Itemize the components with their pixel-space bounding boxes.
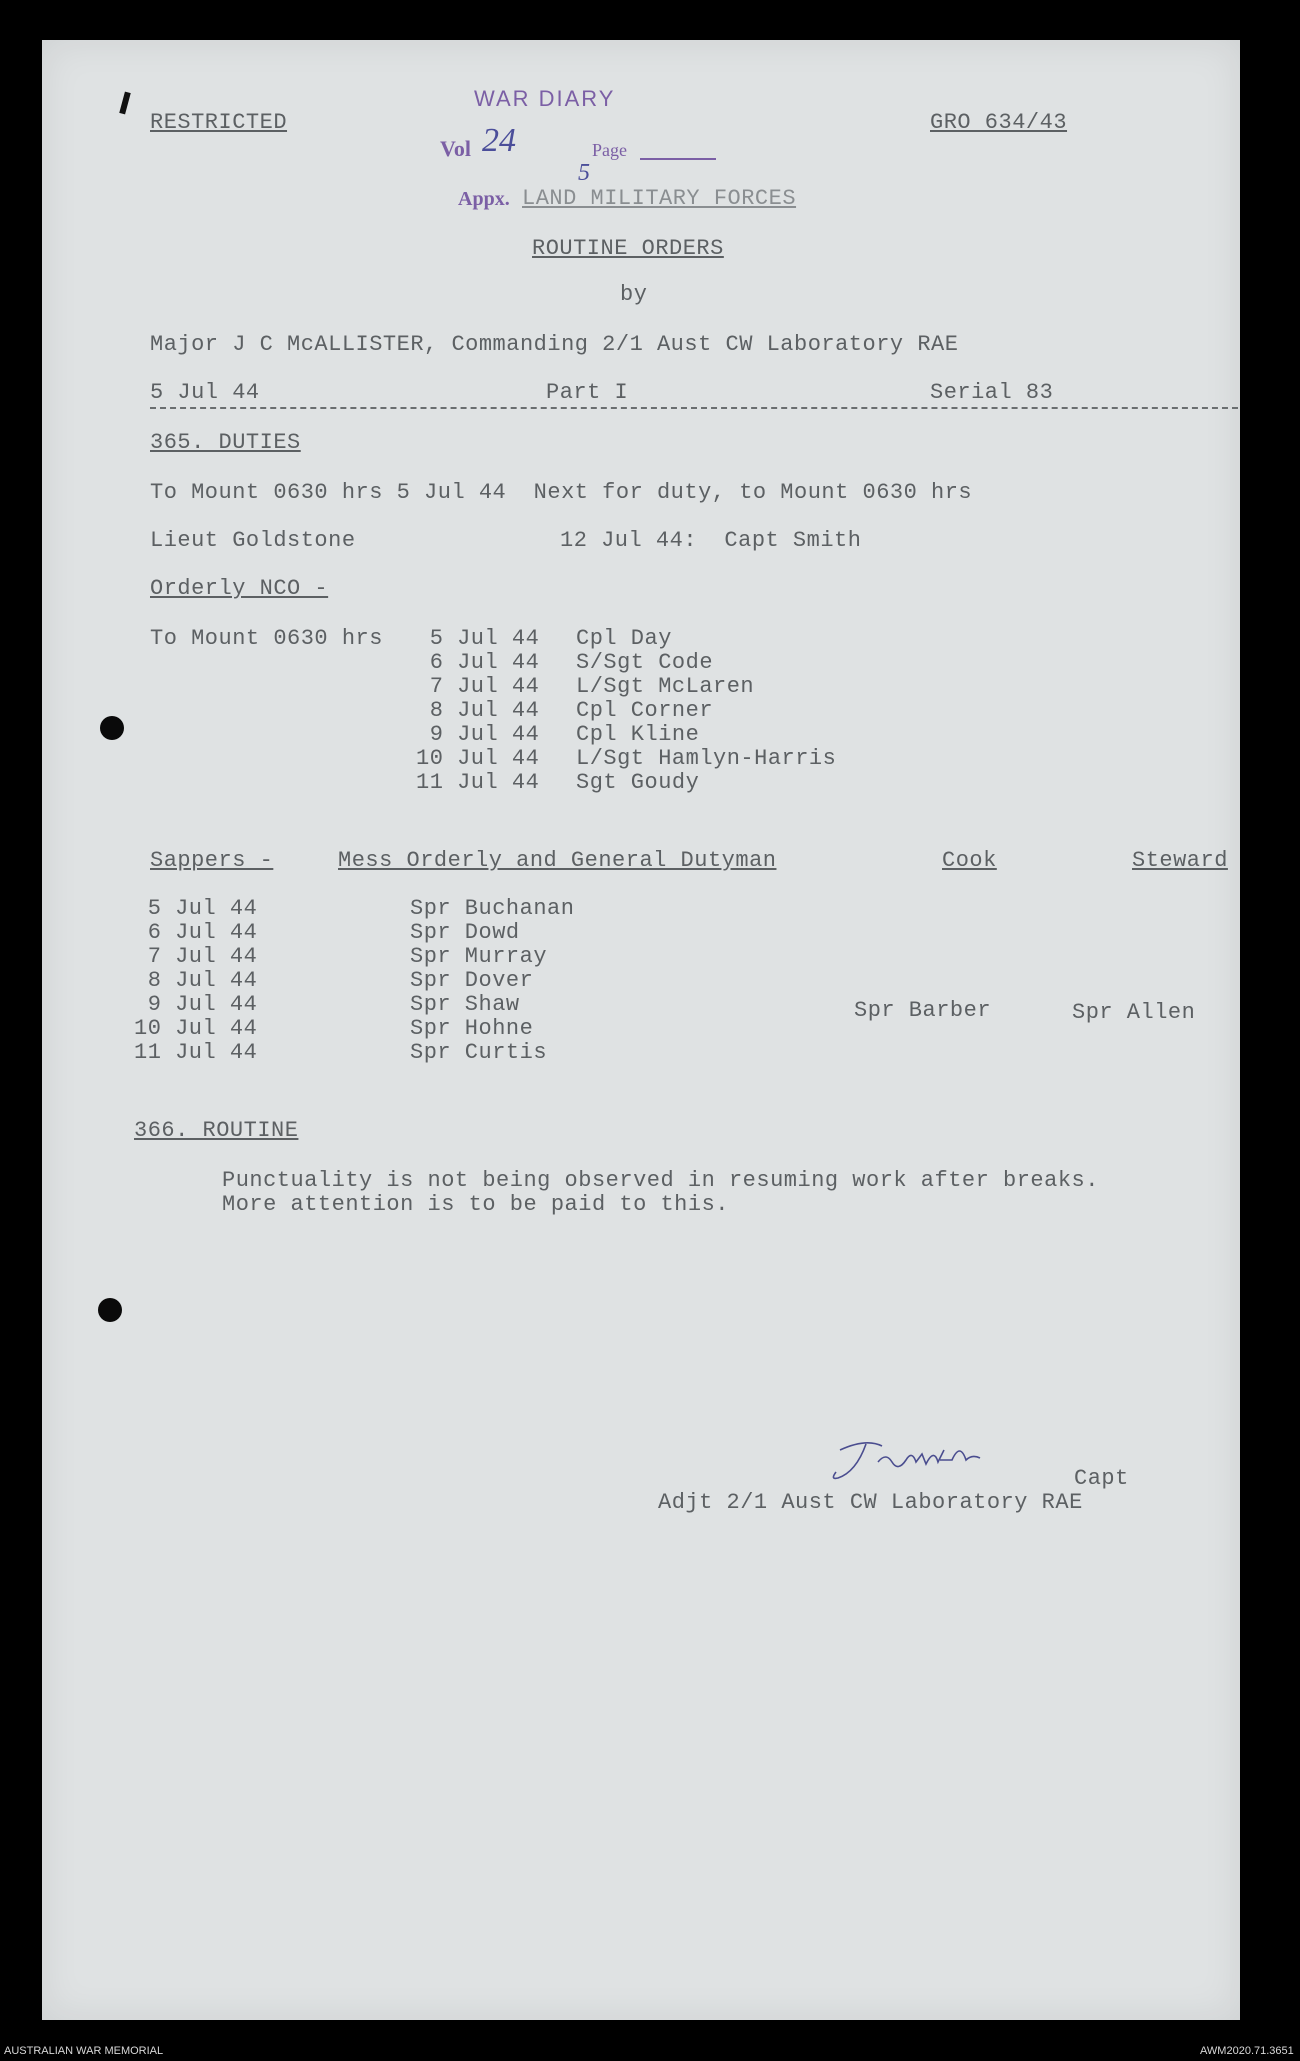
signature-title: Adjt 2/1 Aust CW Laboratory RAE [658,1490,1083,1515]
next-duty-officer: 12 Jul 44: Capt Smith [560,528,862,553]
sapper-date: 6 Jul 44 [134,920,258,945]
nco-name: S/Sgt Code [576,650,714,675]
date-rule [150,407,1238,409]
sapper-date: 11 Jul 44 [134,1040,258,1065]
serial-number: Serial 83 [930,380,1054,405]
nco-name: Cpl Day [576,626,672,651]
duty-officer: Lieut Goldstone [150,528,356,553]
war-diary-stamp-title: WAR DIARY [474,86,616,111]
sapper-date: 7 Jul 44 [134,944,258,969]
sapper-name: Spr Hohne [410,1016,534,1041]
document-title: ROUTINE ORDERS [532,236,724,261]
stamp-page-rule [640,158,716,160]
nco-date: 6 Jul 44 [416,650,540,675]
stamp-page-number: 5 [578,160,590,186]
nco-date: 7 Jul 44 [416,674,540,699]
nco-name: Sgt Goudy [576,770,700,795]
nco-date: 10 Jul 44 [416,746,540,771]
sapper-date: 10 Jul 44 [134,1016,258,1041]
nco-name: L/Sgt Hamlyn-Harris [576,746,837,771]
nco-date: 9 Jul 44 [416,722,540,747]
sapper-name: Spr Dowd [410,920,520,945]
nco-date: 8 Jul 44 [416,698,540,723]
handwritten-signature [826,1432,1006,1492]
stamp-vol-number: 24 [482,122,516,159]
orders-date: 5 Jul 44 [150,380,260,405]
steward-name: Spr Allen [1072,1000,1196,1025]
orderly-nco-heading: Orderly NCO - [150,576,329,601]
nco-mount-time: To Mount 0630 hrs [150,626,383,651]
footer-accession-number: AWM2020.71.3651 [1200,2045,1294,2057]
classification: RESTRICTED [150,110,288,135]
cook-name: Spr Barber [854,998,992,1023]
section-365-heading: 365. DUTIES [150,430,301,455]
routine-text-line-2: More attention is to be paid to this. [222,1192,729,1217]
section-366-heading: 366. ROUTINE [134,1118,299,1143]
punch-hole [100,716,124,740]
authority-line: Major J C McALLISTER, Commanding 2/1 Aust CW Laboratory RAE [150,332,959,357]
sapper-name: Spr Murray [410,944,548,969]
mess-orderly-heading: Mess Orderly and General Dutyman [338,848,777,873]
sapper-date: 8 Jul 44 [134,968,258,993]
svg-text:J Smith: J Smith [826,1432,831,1433]
steward-heading: Steward [1132,848,1228,873]
signature-rank: Capt [1074,1466,1129,1491]
nco-date: 11 Jul 44 [416,770,540,795]
sappers-heading: Sappers - [150,848,274,873]
sapper-name: Spr Shaw [410,992,520,1017]
sapper-name: Spr Buchanan [410,896,575,921]
punch-hole [98,1298,122,1322]
sapper-date: 5 Jul 44 [134,896,258,921]
duty-line: To Mount 0630 hrs 5 Jul 44 Next for duty, to Mount 0630 hrs [150,480,973,505]
sapper-name: Spr Dover [410,968,534,993]
stamp-page-label: Page [592,140,627,160]
nco-date: 5 Jul 44 [416,626,540,651]
stamp-vol-label: Vol [440,136,471,161]
by-line: by [620,282,648,307]
cook-heading: Cook [942,848,997,873]
part-number: Part I [546,380,629,405]
unit-line: LAND MILITARY FORCES [522,186,797,211]
routine-text-line-1: Punctuality is not being observed in resuming work after breaks. [222,1168,1099,1193]
nco-name: L/Sgt McLaren [576,674,755,699]
footer-archive-name: AUSTRALIAN WAR MEMORIAL [4,2045,164,2057]
nco-name: Cpl Corner [576,698,714,723]
sapper-name: Spr Curtis [410,1040,548,1065]
sapper-date: 9 Jul 44 [134,992,258,1017]
reference-number: GRO 634/43 [930,110,1068,135]
stamp-appx-label: Appx. [458,188,510,210]
nco-name: Cpl Kline [576,722,700,747]
